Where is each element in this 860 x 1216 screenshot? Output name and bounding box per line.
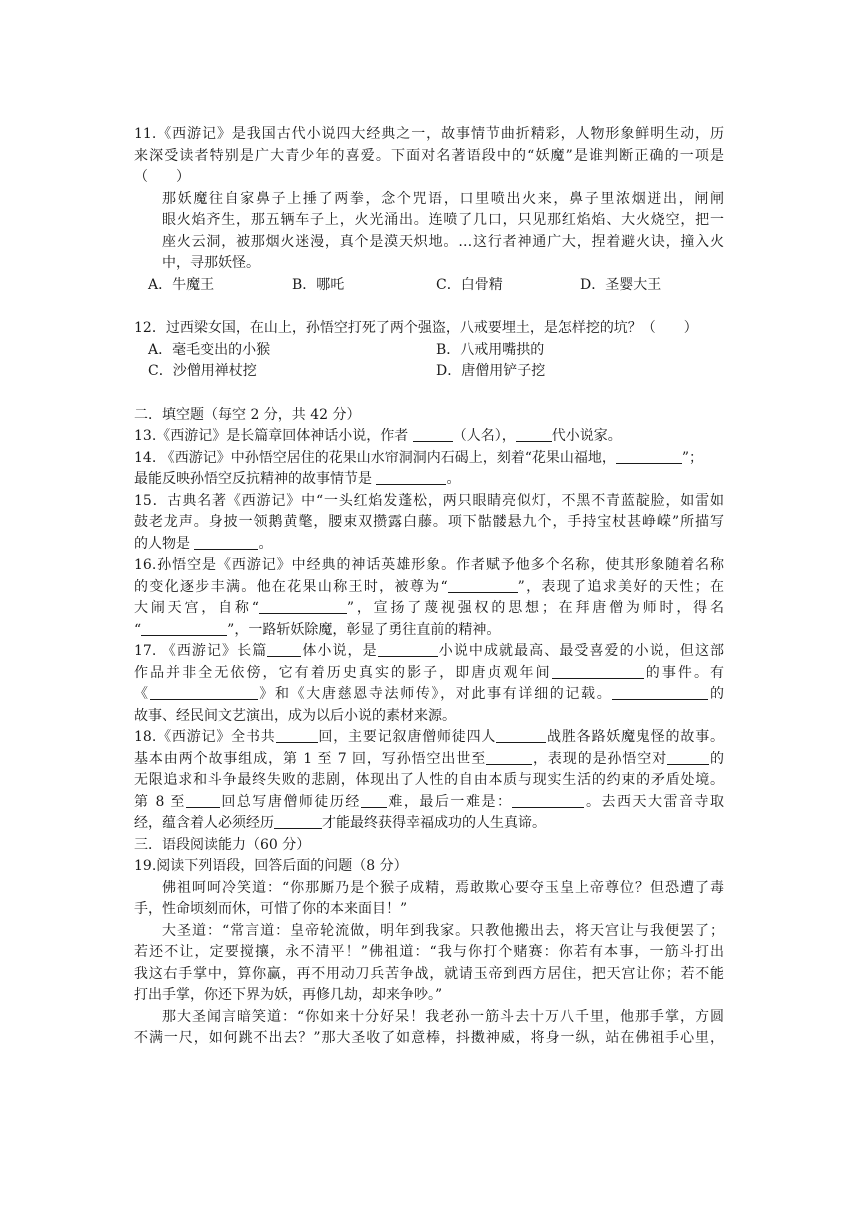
q18-text-10: 。去西天大雷音寺取 (584, 793, 725, 810)
q17-text-5: 的事件。有 (643, 664, 725, 681)
q19-p2-line-2: 若还不让，定要搅攘，永不清平！”佛祖道：“我与你打个赌赛：你若有本事，一筋斗打出 (134, 944, 724, 960)
q16-line-3 (134, 598, 724, 620)
q12-stem: 12．过西梁女国，在山上，孙悟空打死了两个强盗，八戒要埋土，是怎样挖的坑？（ ） (134, 320, 698, 336)
question-11 (134, 124, 724, 296)
q18-blank-7[interactable] (512, 793, 584, 808)
q19-paragraph-2 (134, 921, 724, 1007)
q18-blank-3[interactable] (486, 750, 532, 765)
q19-stem: 19.阅读下列语段，回答后面的问题（8 分） (134, 858, 408, 874)
q18-line-1 (134, 727, 724, 749)
q14-text-4: 。 (446, 471, 461, 487)
q18-blank-2[interactable] (496, 728, 546, 743)
question-14 (134, 448, 724, 491)
q18-line-2 (134, 749, 724, 771)
q19-p2-line-4: 打出手掌，你还下界为妖，再修几劫，却来争吵。” (134, 987, 443, 1003)
q18-line-5 (134, 813, 724, 835)
q17-blank-3[interactable] (552, 664, 644, 679)
q19-p2-line-1: 大圣道：“常言道：皇帝轮流做，明年到我家。只教他搬出去，将天宫让与我便罢了； (162, 922, 724, 939)
q16-line-4 (134, 620, 724, 642)
q18-blank-1[interactable] (276, 728, 318, 743)
q12-options-row-1 (134, 340, 724, 362)
question-12 (134, 318, 724, 383)
q16-text-2: ”，表现了追求美好的天性；在 (517, 578, 724, 595)
q13-blank-dynasty[interactable] (516, 427, 552, 442)
q18-blank-4[interactable] (667, 750, 709, 765)
q14-text-1: 14. 《西游记》中孙悟空居住的花果山水帘洞洞内石碣上，刻着“花果山福地， (134, 449, 616, 466)
q11-passage-line-2: 眼火焰齐生，那五辆车子上，火光涌出。连喷了几口，只见那红焰焰、大火烧空，把一 (162, 212, 724, 228)
q17-text-4: 作品并非全无依傍，它有着历史真实的影子，即唐贞观年间 (134, 664, 552, 681)
q12-option-a[interactable]: A．毫毛变出的小猴 (148, 341, 271, 358)
q11-option-c[interactable]: C．白骨精 (436, 276, 503, 293)
q16-blank-3[interactable] (141, 621, 227, 636)
q14-line-1 (134, 448, 724, 470)
q15-line-2: 鼓老龙声。身披一领鹅黄氅，腰束双攒露白藤。项下骷髅悬九个，手持宝杖甚峥嵘”所描写 (134, 514, 724, 530)
q17-blank-2[interactable] (378, 642, 438, 657)
q19-p1-line-2: 手，性命顷刻而休，可惜了你的本来面目！” (134, 901, 408, 917)
q18-text-8: 回总写唐僧师徒历经 (219, 793, 361, 810)
q17-text-8: 的 (708, 686, 725, 702)
question-17 (134, 641, 724, 727)
q19-paragraph-3 (134, 1007, 724, 1050)
q11-passage-line-3: 座火云洞，被那烟火迷漫，真个是漠天炽地。…这行者神通广大，捏着避火诀，撞入火 (162, 233, 724, 250)
q18-blank-5[interactable] (186, 793, 220, 808)
q11-stem-line-1: 11.《西游记》是我国古代小说四大经典之一，故事情节曲折精彩，人物形象鲜明生动，历 (134, 126, 724, 142)
q17-blank-4[interactable] (150, 685, 258, 700)
q13-text-3: 代小说家。 (551, 428, 622, 444)
q18-text-6: 的 (709, 750, 725, 767)
q17-blank-1[interactable] (267, 642, 301, 657)
q18-text-12: 才能最终获得幸福成功的人生真谛。 (322, 815, 546, 831)
q16-text-6: ”，一路斩妖除魔，彰显了勇往直前的精神。 (227, 621, 501, 638)
q18-text-7: 第 8 至 (134, 793, 186, 810)
q17-text-2: 体小说，是 (301, 643, 378, 659)
q11-option-a[interactable]: A．牛魔王 (148, 276, 215, 293)
q18-blank-8[interactable] (274, 814, 322, 829)
q16-blank-2[interactable] (259, 599, 347, 614)
q17-line-3 (134, 684, 724, 706)
q11-passage (134, 189, 724, 275)
q17-text-7: 》和《大唐慈恩寺法师传》，对此事有详细的记载。 (257, 686, 613, 702)
q17-text-1: 17. 《西游记》长篇 (134, 643, 268, 659)
q12-option-b[interactable]: B．八戒用嘴拱的 (436, 341, 545, 358)
q16-text-4: ”，宣扬了蔑视强权的思想；在拜唐僧为师时，得名 (346, 600, 724, 616)
q15-blank[interactable] (194, 535, 258, 550)
q13-text-2: （人名）， (452, 428, 516, 444)
q16-text-5: “ (134, 621, 142, 638)
q11-passage-line-4: 中，寻那妖怪。 (162, 255, 260, 271)
q18-text-9: 难，最后一难是： (386, 793, 513, 810)
q12-options-row-2 (134, 361, 724, 383)
q17-line-1 (134, 641, 724, 663)
q11-option-b[interactable]: B．哪吒 (292, 276, 345, 293)
page-content (134, 124, 724, 1050)
q15-line-1: 15．古典名著《西游记》中“一头红焰发蓬松，两只眼睛亮似灯，不黑不青蓝靛脸，如雷如 (134, 492, 724, 509)
q19-paragraph-1 (134, 878, 724, 921)
q17-text-6: 《 (134, 686, 150, 702)
q16-line-2 (134, 577, 724, 599)
q13-blank-author[interactable] (413, 427, 453, 442)
q15-period: 。 (258, 535, 273, 552)
q18-text-11: 经，蕴含着人必须经历 (134, 815, 274, 831)
q18-text-4: 基本由两个故事组成，第 1 至 7 回，写孙悟空出世至 (134, 750, 487, 767)
q11-option-d[interactable]: D．圣婴大王 (580, 276, 662, 293)
q19-p3-line-2: 不满一尺，如何跳不出去？”那大圣收了如意棒，抖擞神威，将身一纵，站在佛祖手心里， (134, 1030, 724, 1046)
q19-p3-line-1: 那大圣闻言暗笑道：“你如来十分好呆！我老孙一筋斗去十万八千里，他那手掌，方圆 (162, 1008, 724, 1025)
q11-answer-bracket: （ ） (134, 169, 190, 185)
q12-option-c[interactable]: C．沙僧用禅杖挖 (148, 363, 257, 379)
q16-text-1: 的变化逐步丰满。他在花果山称王时，被尊为“ (134, 578, 448, 595)
question-16 (134, 555, 724, 641)
q19-p2-line-3: 我这右手掌中，算你赢，再不用动刀兵苦争战，就请玉帝到西方居住，把天宫让你；若不能 (134, 965, 724, 982)
question-18 (134, 727, 724, 835)
q11-passage-line-1: 那妖魔往自家鼻子上捶了两拳，念个咒语，口里喷出火来，鼻子里浓烟迸出，闸闸 (162, 190, 724, 207)
section-2-title: 二．填空题（每空 2 分，共 42 分） (134, 406, 361, 423)
q16-line-1: 16.孙悟空是《西游记》中经典的神话英雄形象。作者赋予他多个名称，使其形象随着名称 (134, 557, 724, 573)
q14-blank-2[interactable] (376, 470, 446, 485)
q18-text-3: 战胜各路妖魔鬼怪的故事。 (546, 729, 725, 745)
q14-blank-1[interactable] (616, 449, 682, 464)
section-3-title: 三．语段阅读能力（60 分） (134, 836, 311, 853)
q19-p1-line-1: 佛祖呵呵冷笑道：“你那厮乃是个猴子成精，焉敢欺心要夺玉皇上帝尊位？但恐遭了毒 (162, 879, 724, 896)
q18-line-3: 无限追求和斗争最终失败的悲剧，体现出了人性的自由本质与现实生活的约束的矛盾处境。 (134, 772, 724, 788)
q11-stem-line-2: 来深受读者特别是广大青少年的喜爱。下面对名著语段中的“妖魔”是谁判断正确的一项是 (134, 147, 724, 164)
q15-line-3 (134, 534, 724, 556)
q18-text-5: ，表现的是孙悟空对 (532, 750, 668, 767)
q16-blank-1[interactable] (448, 578, 518, 593)
q14-text-3: 最能反映孙悟空反抗精神的故事情节是 (134, 471, 377, 487)
q18-text-1: 18.《西游记》全书共 (134, 729, 276, 745)
q18-text-2: 回，主要记叙唐僧师徒四人 (317, 729, 497, 745)
q17-line-4: 故事、经民间文艺演出，成为以后小说的素材来源。 (134, 707, 456, 724)
q15-text: 的人物是 (134, 535, 195, 552)
q18-blank-6[interactable] (361, 793, 387, 808)
question-19 (134, 856, 724, 1050)
question-13 (134, 426, 724, 448)
q18-line-4 (134, 792, 724, 814)
q12-option-d[interactable]: D．唐僧用铲子挖 (436, 363, 546, 379)
q14-text-2: ”； (681, 449, 704, 466)
q13-text-1: 13.《西游记》是长篇章回体神话小说，作者 (134, 428, 413, 444)
q16-text-3: 大闹天宫，自称“ (134, 600, 259, 616)
q17-blank-5[interactable] (612, 685, 708, 700)
question-15 (134, 491, 724, 556)
q14-line-2 (134, 469, 724, 491)
q17-line-2 (134, 663, 724, 685)
q11-options (134, 275, 724, 297)
q17-text-3: 小说中成就最高、最受喜爱的小说，但这部 (437, 643, 725, 659)
